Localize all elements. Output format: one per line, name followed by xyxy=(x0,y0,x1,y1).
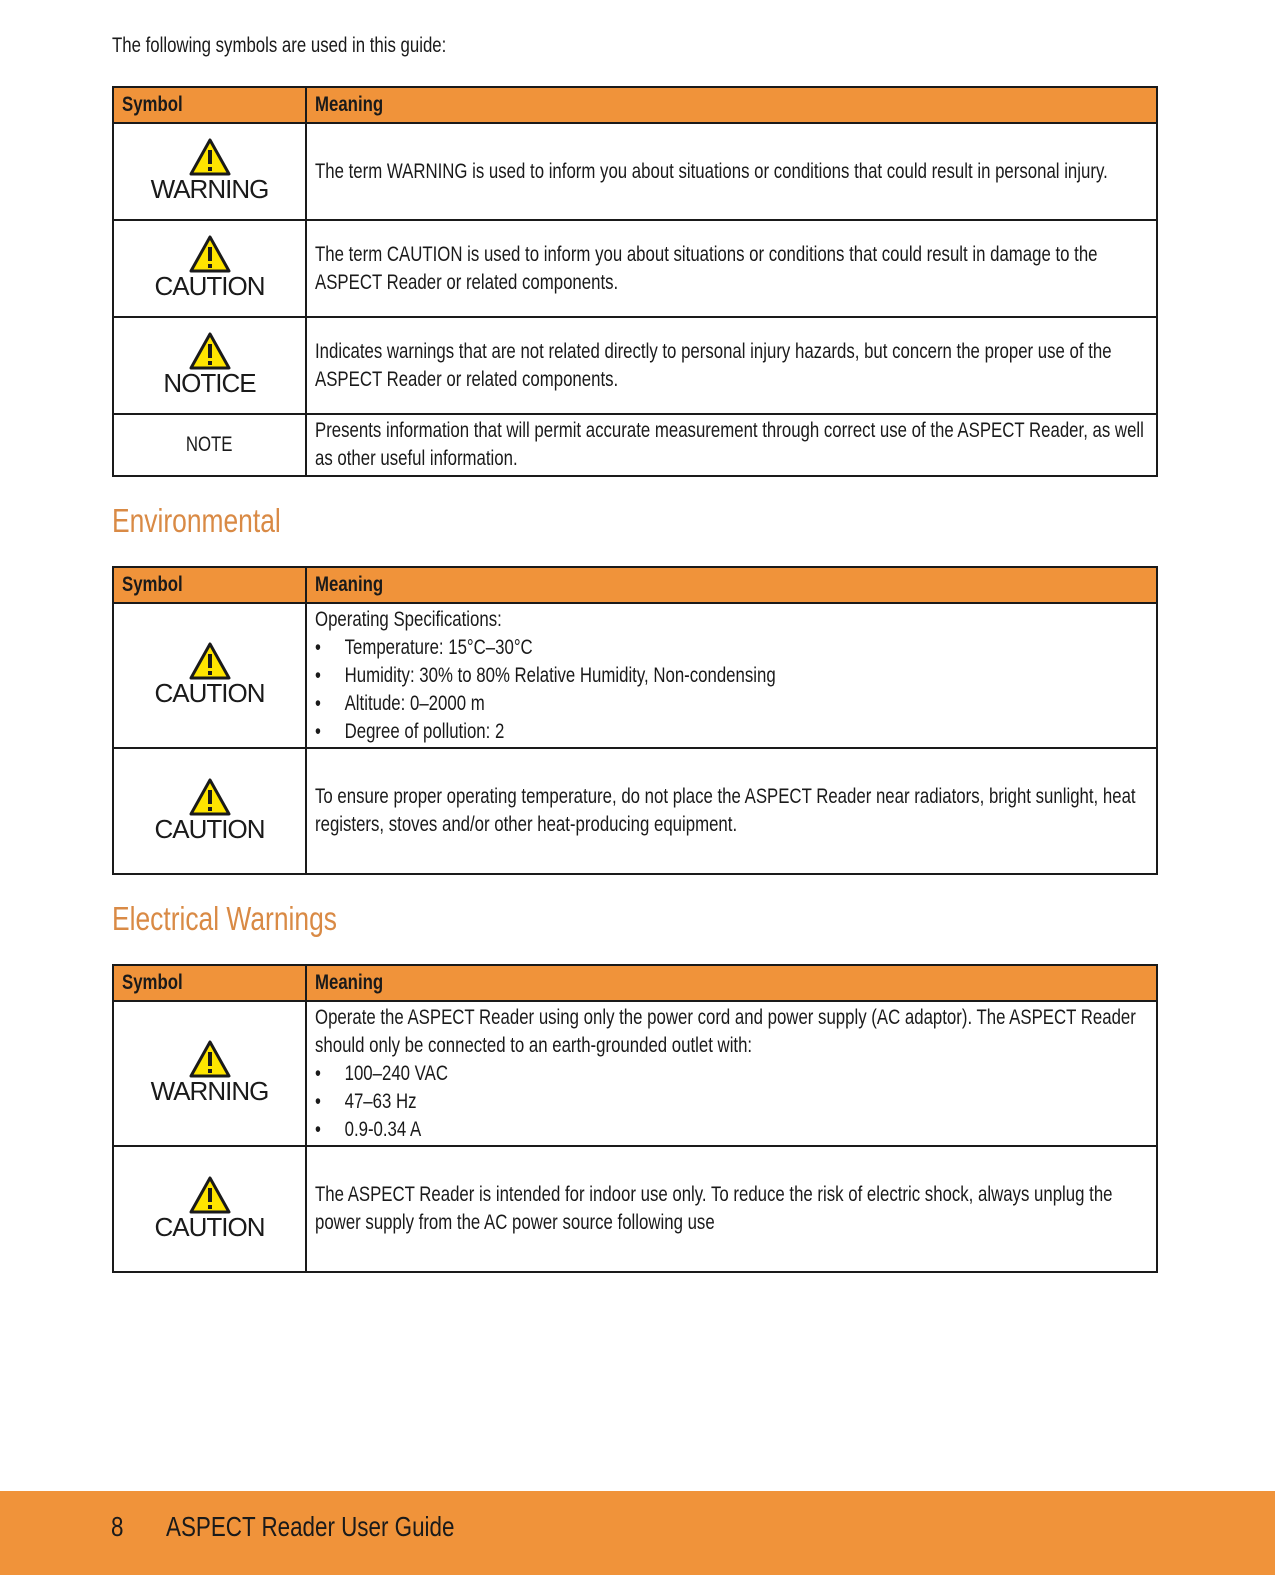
table-row xyxy=(113,1001,1157,1146)
list-item: • Altitude: 0–2000 m xyxy=(315,690,1148,718)
header-meaning: Meaning xyxy=(306,87,1157,123)
warning-triangle-icon xyxy=(189,138,231,176)
symbol-cell xyxy=(113,603,306,748)
list-item: • Humidity: 30% to 80% Relative Humidity, Non-condensing xyxy=(315,662,1148,690)
header-meaning: Meaning xyxy=(306,965,1157,1001)
warning-triangle-icon xyxy=(189,1040,231,1078)
warning-label: WARNING xyxy=(150,174,269,204)
meaning-cell xyxy=(306,603,1157,748)
meaning-cell xyxy=(306,1001,1157,1146)
document-title: ASPECT Reader User Guide xyxy=(166,1511,455,1542)
page-number: 8 xyxy=(111,1511,124,1542)
symbol-cell xyxy=(113,414,306,476)
electrical-table xyxy=(112,964,1158,1273)
section-heading-electrical: Electrical Warnings xyxy=(112,900,337,937)
meaning-cell: The ASPECT Reader is intended for indoor use only. To reduce the risk of electric shock, always unplug the power supply from the AC power source following use xyxy=(306,1146,1157,1272)
meaning-cell: Indicates warnings that are not related directly to personal injury hazards, but concern the proper use of the ASPECT Reader or related components. xyxy=(306,317,1157,414)
symbol-cell xyxy=(113,748,306,874)
caution-label: CAUTION xyxy=(154,678,265,708)
list-item: • 0.9-0.34 A xyxy=(315,1116,1148,1144)
page-footer xyxy=(0,1491,1275,1575)
symbol-cell xyxy=(113,1001,306,1146)
caution-label: CAUTION xyxy=(154,813,265,844)
table-row xyxy=(113,220,1157,317)
header-symbol: Symbol xyxy=(113,965,306,1001)
meaning-cell: To ensure proper operating temperature, do not place the ASPECT Reader near radiators, bright sunlight, heat registers, stoves and/or other heat-producing equipment. xyxy=(306,748,1157,874)
table-row xyxy=(113,414,1157,476)
table-row xyxy=(113,748,1157,874)
symbols-table xyxy=(112,86,1158,477)
environmental-table xyxy=(112,566,1158,875)
notice-label: NOTICE xyxy=(163,368,256,398)
meaning-cell: The term CAUTION is used to inform you about situations or conditions that could result in damage to the ASPECT Reader or related components. xyxy=(306,220,1157,317)
meaning-cell: The term WARNING is used to inform you about situations or conditions that could result in personal injury. xyxy=(306,123,1157,220)
table-row xyxy=(113,123,1157,220)
table-row xyxy=(113,603,1157,748)
symbol-cell xyxy=(113,123,306,220)
spec-list xyxy=(315,634,1148,746)
power-spec-list xyxy=(315,1060,1148,1144)
list-item: • 100–240 VAC xyxy=(315,1060,1148,1088)
table-header-row xyxy=(113,965,1157,1001)
warning-triangle-icon xyxy=(189,1176,231,1214)
list-item: • Degree of pollution: 2 xyxy=(315,718,1148,746)
note-label: NOTE xyxy=(186,433,233,456)
table-row xyxy=(113,317,1157,414)
symbol-cell xyxy=(113,317,306,414)
power-intro: Operate the ASPECT Reader using only the power cord and power supply (AC adaptor). The ASPECT Reader should only be connected to an earth-grounded outlet with: xyxy=(315,1005,1136,1057)
list-item: • 47–63 Hz xyxy=(315,1088,1148,1116)
table-header-row xyxy=(113,87,1157,123)
header-symbol: Symbol xyxy=(113,87,306,123)
header-symbol: Symbol xyxy=(113,567,306,603)
warning-triangle-icon xyxy=(189,778,231,816)
header-meaning: Meaning xyxy=(306,567,1157,603)
meaning-cell: Presents information that will permit accurate measurement through correct use of the ASPECT Reader, as well as other useful information. xyxy=(306,414,1157,476)
list-item: • Temperature: 15°C–30°C xyxy=(315,634,1148,662)
intro-text: The following symbols are used in this guide: xyxy=(112,34,447,57)
section-heading-environmental: Environmental xyxy=(112,502,281,539)
warning-triangle-icon xyxy=(189,235,231,273)
caution-label: CAUTION xyxy=(154,1211,265,1242)
spec-intro: Operating Specifications: xyxy=(315,607,502,631)
table-header-row xyxy=(113,567,1157,603)
table-row xyxy=(113,1146,1157,1272)
caution-label: CAUTION xyxy=(154,271,265,301)
symbol-cell xyxy=(113,1146,306,1272)
warning-triangle-icon xyxy=(189,332,231,370)
symbol-cell xyxy=(113,220,306,317)
warning-label: WARNING xyxy=(150,1076,269,1106)
warning-triangle-icon xyxy=(189,642,231,680)
